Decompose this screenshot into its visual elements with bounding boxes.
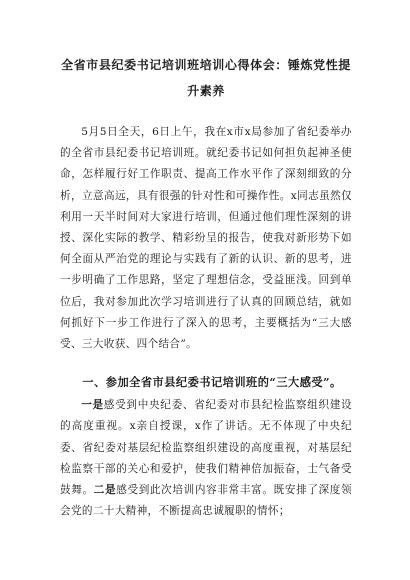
point-two-text: 感受到此次培训内容非常丰富。既安排了深度领会党的二十大精神，不断提高忠诚履职的情怀； [60, 484, 352, 518]
document-title: 全省市县纪委书记培训班培训心得体会：锤炼党性提升素养 [61, 58, 351, 98]
point-one-lead: 一是 [81, 399, 104, 412]
intro-paragraph: 5月5日全天，6日上午，我在x市x局参加了省纪委举办的全省市县纪委书记培训班。就纪委书记如何担负起神圣使命，怎样履行好工作职责、提高工作水平作了深刻细致的分析，立意高远，具有很强的针对性和可操作性。x同志虽然仅利用一天半时间对大家进行培训，但通过他们理性深刻的讲授、深化实际的教学、精彩纷呈的报告，使我对新形势下如何全面从严治党的理论与实践有了新的认识、新的思考，进一步明确了工作思路，坚定了理想信念，受益匪浅。回到单位后，我对参加此次学习培训进行了认真的回顾总结，就如何抓好下一步工作进行了深入的思考，主要概括为“三大感受、三大收获、四个结合”。 [60, 126, 352, 351]
section1-paragraph [60, 395, 352, 522]
section-heading-1: 一、参加全省市县纪委书记培训班的“三大感受”。 [82, 375, 342, 390]
point-two-lead: 二是 [93, 484, 117, 497]
point-one-text: 感受到中央纪委、省纪委对市县纪检监察组织建设的高度重视。x亲自授课，x作了讲话。无不体现了中央纪委、省纪委对基层纪检监察组织建设的高度重视，对基层纪检监察干部的关心和爱护，使我们精神倍加振奋，士气备受鼓舞。 [60, 399, 353, 497]
